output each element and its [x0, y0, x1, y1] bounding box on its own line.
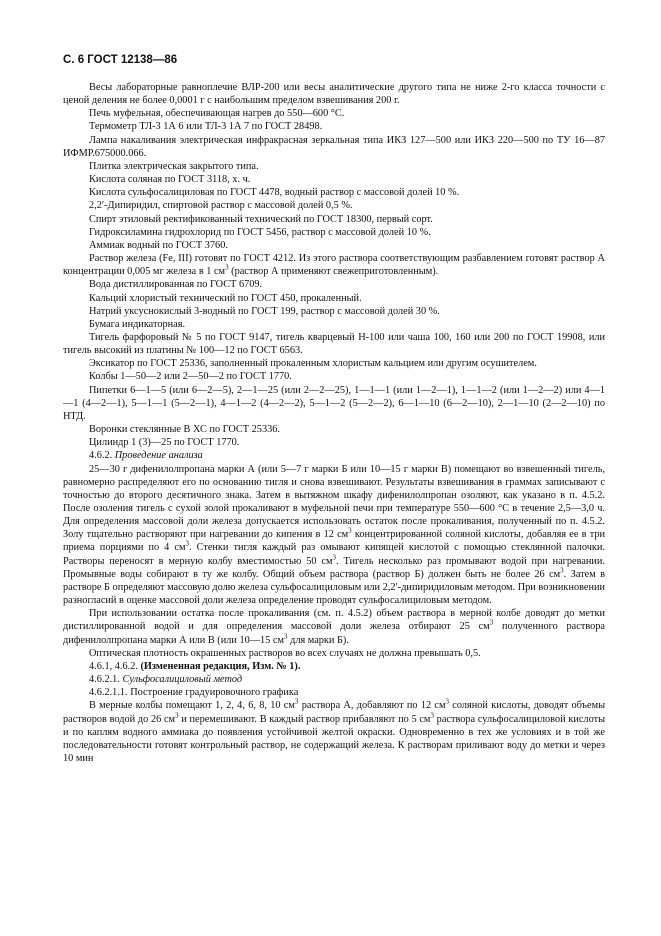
section-number: 4.6.1, 4.6.2.: [89, 660, 141, 672]
paragraph-p27: [63, 660, 605, 673]
section-number: 4.6.2.: [89, 450, 115, 462]
paragraph-p17: Тигель фарфоровый № 5 по ГОСТ 9147, тигель кварцевый Н-100 или чаша 100, 160 или 200 по ГОСТ 19908, или тигель высокий из платины № 100—12 по ГОСТ 6563.: [63, 331, 605, 357]
paragraph-p19: Колбы 1—50—2 или 2—50—2 по ГОСТ 1770.: [89, 371, 292, 383]
paragraph-p09: Спирт этиловый ректификованный технический по ГОСТ 18300, первый сорт.: [89, 213, 433, 225]
section-title: Сульфосалициловый метод: [122, 674, 243, 686]
paragraph-p10: Гидроксиламина гидрохлорид по ГОСТ 5456, раствор с массовой долей 10 %.: [89, 226, 431, 238]
paragraph-p29: 4.6.2.1.1. Построение градуировочного графика: [89, 687, 299, 699]
paragraph-p05: Плитка электрическая закрытого типа.: [89, 160, 259, 172]
paragraph-p06: Кислота соляная по ГОСТ 3118, х. ч.: [89, 174, 251, 186]
section-title: (Измененная редакция, Изм. № 1).: [140, 660, 301, 672]
paragraph-p18: Эксикатор по ГОСТ 25336, заполненный прокаленным хлористым кальцием или другим осушителем.: [89, 358, 537, 370]
paragraph-p16: Бумага индикаторная.: [89, 318, 186, 330]
paragraph-p30: В мерные колбы помещают 1, 2, 4, 6, 8, 10 $см^3$ раствора А, добавляют по 12 $см^3$ соляной кислоты, доводят объемы растворов водой до 26 $см^3$ и перемешивают. В каждый раствор прибавляют по 5 $см^3$ раствора сульфосалициловой кислоты и по каплям водного аммиака до появления устойчивой желтой окраски. Одновременно в тех же условиях и в той же последовательности готовят контрольный раствор, не содержащий железа. К растворам приливают воду до метки и через 10 мин: [63, 697, 605, 764]
paragraph-p23: [63, 449, 605, 462]
paragraph-p04: Лампа накаливания электрическая инфракрасная зеркальная типа ИКЗ 127—500 или ИКЗ 220—500 по ТУ 16—87 ИФМР.675000.066.: [63, 134, 605, 159]
paragraph-p13: Вода дистиллированная по ГОСТ 6709.: [89, 279, 263, 291]
paragraph-p03: Термометр ТЛ-3 1А 6 или ТЛ-3 1А 7 по ГОСТ 28498.: [89, 121, 323, 133]
paragraph-p24: 25—30 г дифенилолпропана марки А (или 5—7 г марки Б или 10—15 г марки В) помещают во взвешенный тигель, равномерно распределяют его по основанию тигля и снова взвешивают. Результаты взвешивания в граммах записывают с точностью до второго десятичного знака. Затем в вытяжном шкафу дифенилолпропан озоляют, как указано в п. 4.5.2. После озоления тигель с сухой золой прокаливают в муфельной печи при температуре 550—600 °С в течение 2,5—3,0 ч. Для определения массовой доли железа допускается использовать остаток после прокаливания, полученный по п. 4.5.2. Золу тщательно растворяют при нагревании до кипения в 12 $см^3$ концентрированной соляной кислоты, добавляя ее в три приема порциями по 4 $см^3$. Стенки тигля каждый раз омывают кипящей кислотой с помощью стеклянной палочки. Растворы переносят в мерную колбу вместимостью 50 $см^3$. Тигель несколько раз промывают водой при нагревании. Промывные воды собирают в ту же колбу. Общий объем раствора (раствор Б) должен быть не более 26 $см^3$. Затем в растворе Б определяют массовую долю железа сульфосалициловым или 2,2′-дипиридиловым методом. При возникновении разногласий в оценке массовой доли железа определение проводят сульфосалициловым методом.: [63, 463, 605, 607]
paragraph-p15: Натрий уксуснокислый 3-водный по ГОСТ 199, раствор с массовой долей 30 %.: [89, 305, 440, 317]
page-header: С. 6 ГОСТ 12138—86: [63, 54, 178, 66]
paragraph-p20: Пипетки 6—1—5 (или 6—2—5), 2—1—25 (или 2—2—25), 1—1—1 (или 1—2—1), 1—1—2 (или 1—2—2) или 4—1—1 (4—2—1), 5—1—1 (5—2—1), 4—1—2 (4—2—2), 5—1—2 (5—2—2), 6—1—10 (6—2—10), 2—1—10 (2—2—10) по НТД.: [63, 384, 605, 422]
paragraph-p08: 2,2′-Дипиридил, спиртовой раствор с массовой долей 0,5 %.: [89, 200, 353, 212]
paragraph-p25: При использовании остатка после прокаливания (см. п. 4.5.2) объем раствора в мерной колбе доводят до метки дистиллированной водой и для определения массовой доли железа отбирают 25 $см^3$ полученного раствора дифенилолпропана марки А или В (или 10—15 $см^3$ для марки Б).: [63, 608, 605, 646]
paragraph-p11: Аммиак водный по ГОСТ 3760.: [89, 239, 228, 251]
section-number: 4.6.2.1.: [89, 674, 123, 686]
section-title: Проведение анализа: [114, 450, 203, 462]
paragraph-p07: Кислота сульфосалициловая по ГОСТ 4478, водный раствор с массовой долей 10 %.: [89, 187, 460, 199]
document-body: [63, 81, 605, 765]
paragraph-p28: [63, 673, 605, 686]
paragraph-p01: Весы лабораторные равноплечие ВЛР-200 или весы аналитические другого типа не ниже 2-го класса точности с ценой деления не более 0,0001 г с наибольшим пределом взвешивания 200 г.: [63, 82, 605, 107]
paragraph-p02: Печь муфельная, обеспечивающая нагрев до 550—600 °С.: [89, 108, 345, 120]
paragraph-p26: Оптическая плотность окрашенных растворов во всех случаях не должна превышать 0,5.: [89, 647, 481, 659]
paragraph-p22: Цилиндр 1 (3)—25 по ГОСТ 1770.: [89, 437, 240, 449]
paragraph-p21: Воронки стеклянные В ХС по ГОСТ 25336.: [89, 424, 280, 436]
paragraph-p14: Кальций хлористый технический по ГОСТ 450, прокаленный.: [89, 292, 362, 304]
paragraph-p12: Раствор железа (Fe, III) готовят по ГОСТ 4212. Из этого раствора соответствующим разбавлением готовят раствор А концентрации 0,005 мг железа в 1 $см^3$ (раствор А применяют свежеприготовленным).: [63, 253, 605, 278]
